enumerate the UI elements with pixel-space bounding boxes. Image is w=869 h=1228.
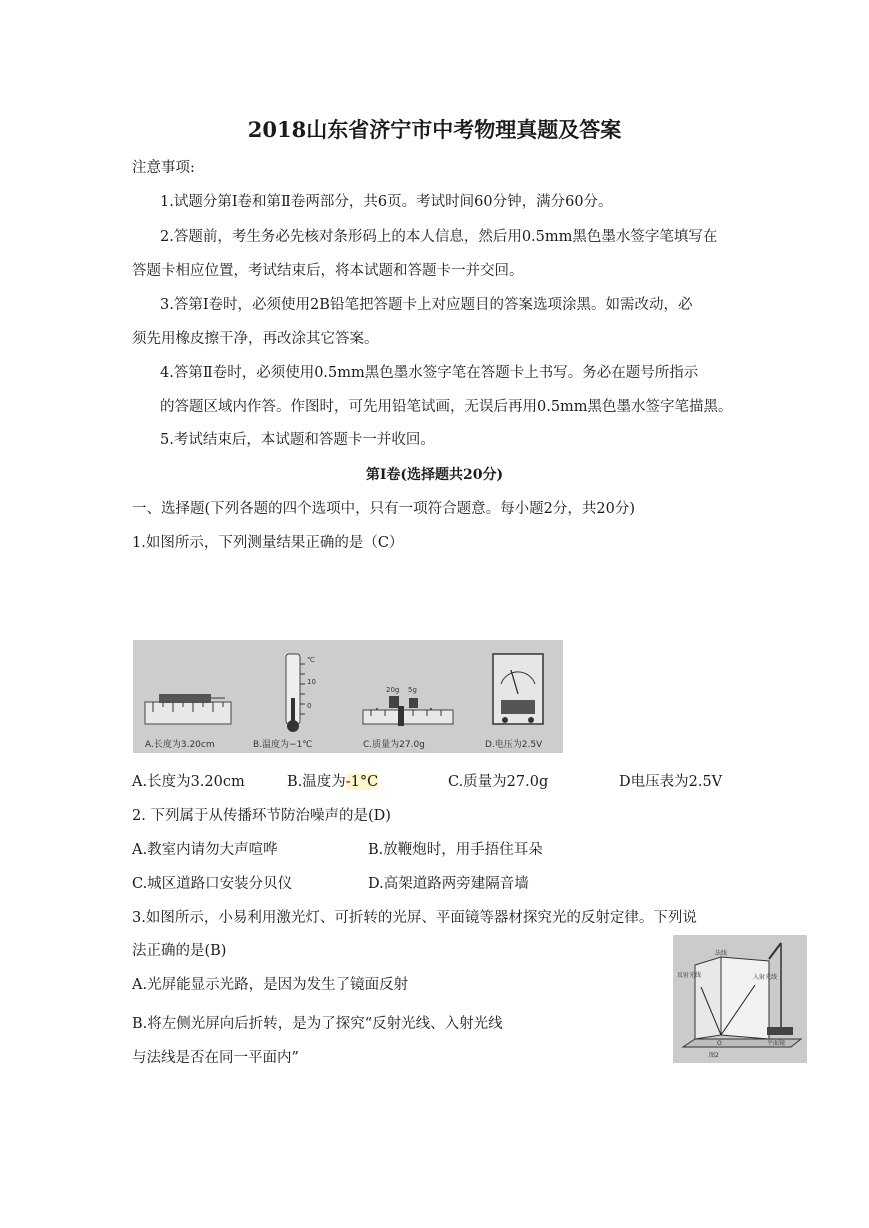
notice-item: 的答题区域内作答。作图时，可先用铅笔试画，无误后再用0.5mm黑色墨水签字笔描黑。 xyxy=(160,399,733,415)
notice-item: 答题卡相应位置，考试结束后，将本试题和答题卡一并交回。 xyxy=(132,263,524,279)
notice-item: 5.考试结束后，本试题和答题卡一并收回。 xyxy=(160,432,435,448)
voltmeter-illustration xyxy=(493,654,543,724)
section-instructions: 一、选择题(下列各题的四个选项中，只有一项符合题意。每小题2分，共20分) xyxy=(132,501,635,517)
option-b-prefix: B.温度为 xyxy=(287,774,346,790)
notice-item: 2.答题前，考生务必先核对条形码上的本人信息，然后用0.5mm黑色墨水签字笔填写在 xyxy=(160,229,718,245)
figure-caption: A.长度为3.20cm xyxy=(145,740,215,750)
figure-label-reflected: 反射光线 xyxy=(677,972,702,979)
question-1-option-a: A.长度为3.20cm xyxy=(132,774,245,790)
weight-label: 20g xyxy=(386,686,400,694)
figure-label-mirror: 平面镜 xyxy=(767,1040,786,1047)
figure-label-normal: 法线 xyxy=(715,950,728,957)
figure-caption: D.电压为2.5V xyxy=(485,740,543,750)
question-3-option: B.将左侧光屏向后折转，是为了探究“反射光线、入射光线 xyxy=(132,1016,503,1032)
figure-label-point: O xyxy=(717,1040,722,1047)
question-3-option: A.光屏能显示光路，是因为发生了镜面反射 xyxy=(132,977,409,993)
thermometer-unit: ℃ xyxy=(307,656,315,664)
question-1-stem: 1.如图所示，下列测量结果正确的是（C） xyxy=(132,535,404,551)
question-2-option: D.高架道路两旁建隔音墙 xyxy=(368,876,529,892)
question-2-option: B.放鞭炮时，用手捂住耳朵 xyxy=(368,842,543,858)
question-1-option-d: D电压表为2.5V xyxy=(619,774,723,790)
weight-label: 5g xyxy=(408,686,417,694)
question-3-option: 与法线是否在同一平面内” xyxy=(132,1050,299,1066)
question-3-stem: 法正确的是(B) xyxy=(132,943,227,959)
notice-item: 3.答第Ⅰ卷时，必须使用2B铅笔把答题卡上对应题目的答案选项涂黑。如需改动，必 xyxy=(160,297,693,313)
figure-caption: C.质量为27.0g xyxy=(363,740,425,750)
question-1-figure xyxy=(133,640,563,753)
notice-item: 须先用橡皮擦干净，再改涂其它答案。 xyxy=(132,331,379,347)
thermometer-tick-0: 0 xyxy=(307,702,312,710)
question-2-option: A.教室内请勿大声喧哗 xyxy=(132,842,278,858)
question-1-option-c: C.质量为27.0g xyxy=(448,774,549,790)
thermometer-tick-10: 10 xyxy=(307,678,316,686)
option-b-value: -1°C xyxy=(345,774,379,790)
question-3-stem: 3.如图所示，小易利用激光灯、可折转的光屏、平面镜等器材探究光的反射定律。下列说 xyxy=(132,910,697,926)
section-title: 第Ⅰ卷(选择题共20分) xyxy=(365,467,504,483)
question-3-figure xyxy=(673,935,807,1063)
question-2-stem: 2. 下列属于从传播环节防治噪声的是(D) xyxy=(132,808,391,824)
figure-caption: B.温度为−1℃ xyxy=(253,740,313,750)
notice-item: 1.试题分第Ⅰ卷和第Ⅱ卷两部分，共6页。考试时间60分钟，满分60分。 xyxy=(160,194,613,210)
page-title: 2018山东省济宁市中考物理真题及答案 xyxy=(247,117,622,142)
notice-item: 4.答第Ⅱ卷时，必须使用0.5mm黑色墨水签字笔在答题卡上书写。务必在题号所指示 xyxy=(160,365,699,381)
figure-label-number: 图2 xyxy=(709,1052,719,1059)
question-1-option-b xyxy=(287,772,378,792)
notice-heading: 注意事项: xyxy=(132,160,195,176)
question-2-option: C.城区道路口安装分贝仪 xyxy=(132,876,293,892)
figure-label-incident: 入射光线 xyxy=(753,974,778,981)
